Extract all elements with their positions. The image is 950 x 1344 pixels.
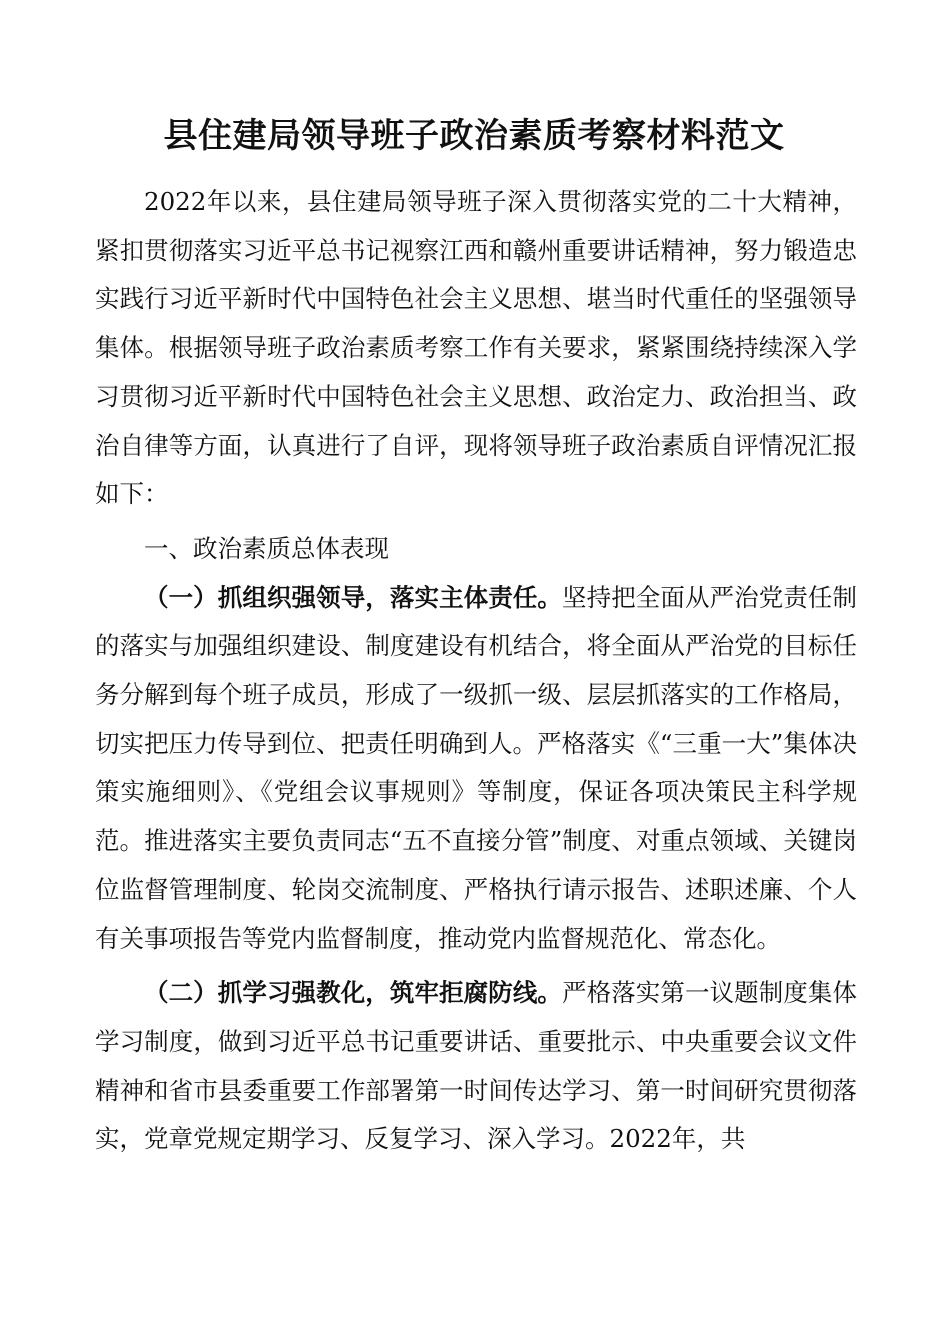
document-page [95, 108, 857, 1164]
section-heading: 一、政治素质总体表现 [144, 533, 389, 563]
subsection-1-lead: （一）抓组织强领导，落实主体责任。 [144, 582, 563, 612]
subsection-2-paragraph [95, 969, 857, 1164]
subsection-1-paragraph [95, 574, 857, 964]
subsection-2-lead: （二）抓学习强教化，筑牢拒腐防线。 [144, 978, 563, 1008]
document-title: 县住建局领导班子政治素质考察材料范文 [163, 116, 785, 156]
intro-paragraph: 2022年以来，县住建局领导班子深入贯彻落实党的二十大精神，紧扣贯彻落实习近平总书记视察江西和赣州重要讲话精神，努力锻造忠实践行习近平新时代中国特色社会主义思想、堪当时代重任的坚强领导集体。根据领导班子政治素质考察工作有关要求，紧紧围绕持续深入学习贯彻习近平新时代中国特色社会主义思想、政治定力、政治担当、政治自律等方面，认真进行了自评，现将领导班子政治素质自评情况汇报如下： [95, 187, 857, 509]
subsection-1-body: 坚持把全面从严治党责任制的落实与加强组织建设、制度建设有机结合，将全面从严治党的目标任务分解到每个班子成员，形成了一级抓一级、层层抓落实的工作格局，切实把压力传导到位、把责任明确到人。严格落实《“三重一大”集体决策实施细则》、《党组会议事规则》等制度，保证各项决策民主科学规范。推进落实主要负责同志“五不直接分管”制度、对重点领域、关键岗位监督管理制度、轮岗交流制度、严格执行请示报告、述职述廉、个人有关事项报告等党内监督制度，推动党内监督规范化、常态化。 [95, 582, 858, 953]
subsection-2-body: 严格落实第一议题制度集体学习制度，做到习近平总书记重要讲话、重要批示、中央重要会议文件精神和省市县委重要工作部署第一时间传达学习、第一时间研究贯彻落实，党章党规定期学习、反复学习、深入学习。2022年，共 [95, 978, 858, 1154]
